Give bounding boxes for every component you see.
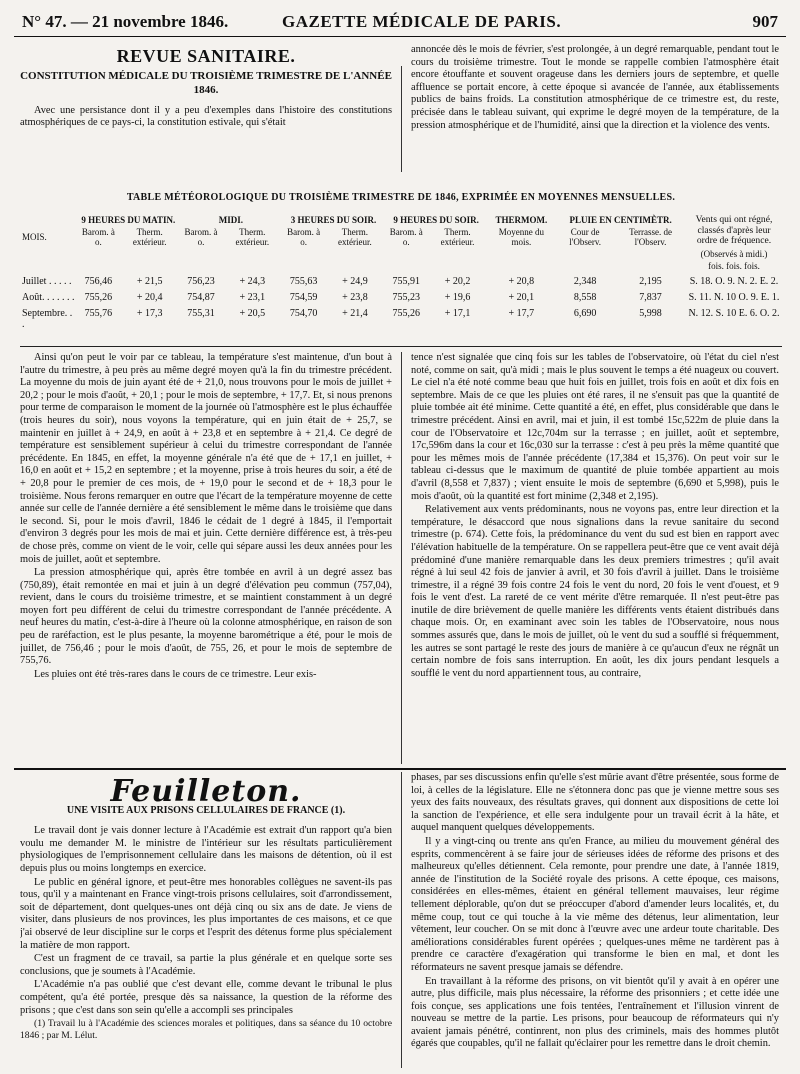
meteo-table-block — [20, 178, 782, 350]
mois-header: MOIS. — [22, 232, 47, 242]
vents-sub: fois. fois. fois. — [708, 261, 760, 271]
paragraph-temperature: Ainsi qu'on peut le voir par ce tableau, la température s'est maintenue, d'un bout à l'autre du trimestre, à peu près au même degré moyen qu'à la fin du trimestre précédent. La moyenne du mois de juin ayant été de + 21,0, nous trouvons pour le mois de juillet + 20,2 ; pour le mois d'août, + 20,1 ; pour le mois de septembre, + 17,7. Et, si nous prenons pour terme de comparaison le moment de la journée où l'atmosphère est le plus échauffée (trois heures du soir), nous voyons la température, qui en juin était de + 25,7, se maintenir en juillet à + 24,9, en août à + 23,8 et en septembre à + 21,4. Ce degré de température est sensiblement supérieur à celui du trimestre correspondant de l'année précédente. En 1845, en effet, la moyenne générale n'a été que de + 17,1 en juillet, + 16,0 en août et + 15,2 en septembre ; et la moyenne, prise à trois heures du soir, a été de + 20,8 pour le premier de ces mois, de + 19,0 pour le second et de + 18,3 pour le troisième. Nous ferons remarquer en outre que l'écart de la température moyenne de cette année sur celle de l'année dernière a été sensiblement le même dans le troisième que dans le second. Si, pour le mois d'avril, 1846 le cédait de 1 degré à 1845, il l'emportait d'environ 3 degrés pour les mois de mai et juin. Cette dernière différence est, à très-peu de chose près, comme on vient de le voir, celle qui sépare aussi les deux années pour les mois de juillet, août et septembre. — [20, 352, 392, 565]
table-row: Juillet . . . . . 756,46 + 21,5 756,23 + 24,3 755,63 + 24,9 755,91 + 20,2 + 20,8 2,348 2,195 S. 18. O. 9. N. 2. E. 2. — [22, 276, 779, 287]
sub-header: Barom. à o. — [81, 227, 115, 247]
sub-header: Therm. extérieur. — [338, 227, 372, 247]
sub-header: Cour de l'Observ. — [569, 227, 602, 247]
feuilleton-paragraph: Le travail dont je vais donner lecture à l'Académie est extrait d'un rapport qu'a bien voulu me demander M. le ministre de l'intérieur sur les résultats particulièrement physiologiques de l'emprisonnement cellulaire dans les maisons de détention, où il est depuis plus ou moins longtemps en exercice. — [20, 825, 392, 874]
feuilleton-paragraph: phases, par ses discussions enfin qu'elle s'est mûrie avant d'être présentée, sous forme de loi, à celles de la législature. Elle ne s'étonnera donc pas que je vienne mettre sous ses yeux des faits nouveaux, des résultats graves, qui donnent aux dispositions de cette loi la sanction de l'expérience, et elle sera indulgente pour un travail écrit à la hâte, et auquel manquent quelques développements. — [411, 772, 779, 834]
issue-number: N° 47. — 21 novembre 1846. — [22, 12, 229, 31]
sub-header: Therm. extérieur. — [235, 227, 270, 247]
vents-note: (Observés à midi.) — [700, 249, 768, 259]
col-group-9h-soir: 9 HEURES DU SOIR. — [393, 215, 479, 225]
col-group-3h-soir: 3 HEURES DU SOIR. — [290, 215, 377, 225]
feuilleton-paragraph: Le public en général ignore, et peut-être mes honorables collègues ne savent-ils pas tous, qu'il y a maintenant en France vingt-trois prisons cellulaires, soit d'arrondissement, soit de département, dont quelques-unes ont déjà cinq ou six ans de date. Je viens de visiter, dans plusieurs de nos provinces, les plus importantes de ces maisons, et ce que j'ai observé de leur discipline sur le corps et l'esprit des détenus forme plus spécialement la matière de mon rapport. — [20, 876, 392, 951]
col-group-thermom: THERMOM. — [495, 215, 548, 225]
revue-intro: Avec une persistance dont il y a peu d'exemples dans l'histoire des constitutions atmosphériques de ce pays-ci, la constitution estivale, qui s'était — [20, 104, 392, 129]
feuilleton-paragraph: Il y a vingt-cinq ou trente ans qu'en France, au milieu du mouvement général des esprits, commencèrent à se faire jour de sérieuses idées de réforme des prisons et des malheureux qu'elles détiennent. Cela remonte, pour prendre une date, à l'année 1819, année de l'institution de la Société royale des prisons. A cette époque, ces maisons, considérées en elles-mêmes, étaient en général tellement mauvaises, leur régime tellement déplorable, qu'on dut se préoccuper d'abord d'amender leurs localités, et, du même coup, tout ce qui touche à la vie même des détenus, leur alimentation, leur vêtement, leur coucher. On se mit donc à l'œuvre avec une ardeur toute charitable. Des améliorations considérables furent opérées ; quelques-unes même ne tardèrent pas à prendre ce caractère d'exagération qui transforme le bien en mal, et dont les réformateurs ne savent presque jamais se défendre. — [411, 835, 779, 973]
paragraph-pluie-suite: tence n'est signalée que cinq fois sur les tables de l'observatoire, où l'état du ciel n'est noté, comme on sait, qu'à midi ; mais le plus souvent le temps a été nuageux ou couvert. Le ciel n'a été noté comme beau que huit fois en juillet, trois fois en août et dix fois en septembre. Mais de ce que les pluies ont été rares, il ne s'ensuit pas que la quantité de pluie tombée ait été minime. Cette quantité a été, en effet, plus considérable que dans le trimestre précédent. Ainsi en avril, mai et juin, il est tombé 15c,522m de pluie dans la cour de l'Observatoire et 12c,704m sur la terrasse ; en juillet, août et septembre, 17c,596m dans la cour et 16c,030 sur la terrasse : c'est à peu près la même quantité que pour les mêmes mois de l'année précédente (17,384 et 15,376). On peut voir sur le tableau ci-dessus que le maximum de quantité de pluie tombée appartient au mois d'avril (8,558 et 7,837) ; vient ensuite le mois de septembre (6,690 et 5,998), puis le mois d'août, où la quantité est fort minime (2,348 et 2,195). — [411, 352, 779, 502]
feuilleton-left-column — [20, 772, 392, 1068]
sub-header: Barom. à o. — [287, 227, 321, 247]
feuilleton-paragraph: En travaillant à la réforme des prisons, on vit bientôt qu'il y avait à en opérer une autre, plus difficile, mais plus nécessaire, la réforme des prisonniers ; et cette idée une fois conçue, ses applications une fois tentées, l'entraînement et l'illusion vinrent de nouveau se mettre de la partie. Les prisons, pour beaucoup de réformateurs qui n'y avaient jamais pénétré, continrent, non plus des criminels, mais des hommes plutôt égarés que coupables, qu'il ne fallait qu'éclairer pour les remettre dans le droit chemin. — [411, 975, 779, 1050]
feuilleton-right-column — [411, 772, 779, 1068]
column-divider-middle — [401, 352, 402, 764]
page-header — [14, 6, 786, 37]
col-group-pluie: PLUIE EN CENTIMÈTR. — [569, 215, 672, 225]
right-body-column — [411, 352, 779, 764]
feuilleton-rule — [14, 768, 786, 770]
journal-title: GAZETTE MÉDICALE DE PARIS. — [282, 12, 562, 31]
col-group-midi: MIDI. — [218, 215, 244, 225]
sub-header: Barom. à o. — [389, 227, 423, 247]
revue-title: REVUE SANITAIRE. — [116, 46, 296, 66]
revue-intro-column — [20, 44, 392, 131]
revue-right-intro-column — [411, 44, 779, 133]
column-divider-bottom — [401, 772, 402, 1068]
revue-right-intro: annoncée dès le mois de février, s'est prolongée, à un degré remarquable, pendant tout le cours du troisième trimestre. Tout le monde se rappelle combien l'atmosphère était encore étouffante et souvent orageuse dans les derniers jours de septembre, et quelle affluence se portait encore, à cette époque si avancée de l'année, aux établissements publics de bains froids. La constitution atmosphérique de ce trimestre est, du reste, précisée dans le tableau suivant, qui exprime le degré moyen de la température, de la pression atmosphérique et de l'humidité, ainsi que la direction et la violence des vents. — [411, 44, 779, 131]
left-body-column — [20, 352, 392, 764]
page-number: 907 — [752, 12, 778, 31]
table-bottom-rule — [20, 346, 782, 347]
sub-header: Moyenne du mois. — [498, 227, 544, 247]
sub-header: Terrasse. de l'Observ. — [629, 227, 672, 247]
revue-subtitle: CONSTITUTION MÉDICALE DU TROISIÈME TRIMESTRE DE L'ANNÉE 1846. — [20, 69, 392, 96]
col-group-vents: Vents qui ont régné, classés d'après leur ordre de fréquence. — [695, 214, 773, 247]
feuilleton-paragraph: C'est un fragment de ce travail, sa partie la plus générale et en quelque sorte ses conclusions, que je soumets à l'Académie. — [20, 953, 392, 977]
col-group-9h-matin: 9 HEURES DU MATIN. — [81, 215, 176, 225]
footnote: (1) Travail lu à l'Académie des sciences morales et politiques, dans sa séance du 10 octobre 1846 ; par M. Lélut. — [20, 1018, 392, 1041]
meteo-table — [20, 214, 782, 331]
feuilleton-title: Feuilleton. — [110, 774, 302, 809]
feuilleton-paragraph: L'Académie n'a pas oublié que c'est devant elle, comme devant le tribunal le plus compétent, qu'a été portée, presque dès sa naissance, la question de la réforme des prisons ; que c'est dans son sein qu'elle a accompli ses principales — [20, 979, 392, 1016]
column-divider-top — [401, 66, 402, 172]
paragraph-pression: La pression atmosphérique qui, après être tombée en avril à un degré assez bas (750,89), était remontée en mai et juin à un degré d'élévation peu commun (757,04), revient, dans le cours du troisième trimestre, et se maintient constamment à un degré moyen fort peu différent de celui du trimestre correspondant de l'année précédente. A neuf heures du matin, c'est-à-dire à l'heure où la colonne atmosphérique, en raison de son peu de raréfaction, est le plus pesante, la moyenne barométrique a été, pour le mois de juillet, de 756,46 ; pour le mois d'août, de 755, 26, et pour le mois de septembre de 755,76. — [20, 567, 392, 667]
sub-header: Barom. à o. — [184, 227, 218, 247]
feuilleton-subtitle: UNE VISITE AUX PRISONS CELLULAIRES DE FRANCE (1). — [66, 804, 346, 816]
paragraph-vents: Relativement aux vents prédominants, nous ne voyons pas, entre leur direction et la température, le désaccord que nous signalions dans la revue sanitaire du second trimestre (p. 674). Cette fois, la prédominance du vent du sud est bien en rapport avec l'élévation habituelle de la température. On se rappellera peut-être que ce vent avait déjà prédominé d'une manière remarquable dans les deux premiers trimestres ; qu'il avait régné à lui seul 42 fois de janvier à avril, et 30 fois d'avril à juillet. Dans le troisième trimestre, il a régné 39 fois contre 24 fois le vent du nord, 20 fois le vent d'ouest, et 9 fois le vent d'est. La rareté de ce vent mérite d'être remarquée. Il n'est peut-être pas inutile de dire brièvement de quelle manière les différents vents étaient distribués dans chaque mois. Or, en examinant avec soin les tables de l'Observatoire, nous nous sommes assurés que, dans le mois de juillet, où le vent du sud a soufflé si fréquemment, les autres se sont partagé le reste des jours de manière à ce qu'aucun d'eux ne régnât un certain nombre de fois sans interruption. En août, les dix jours pendant lesquels a soufflé le vent du nord appartiennent tous, au contraire, — [411, 504, 779, 679]
sub-header: Therm. extérieur. — [132, 227, 167, 247]
meteo-table-title: TABLE MÉTÉOROLOGIQUE DU TROISIÈME TRIMESTRE DE 1846, EXPRIMÉE EN MOYENNES MENSUELLES. — [126, 192, 676, 203]
paragraph-pluies: Les pluies ont été très-rares dans le cours de ce trimestre. Leur exis- — [34, 668, 317, 680]
table-row: Août. . . . . . . 755,26 + 20,4 754,87 + 23,1 754,59 + 23,8 755,23 + 19,6 + 20,1 8,558 7,837 S. 11. N. 10 O. 9. E. 1. — [22, 292, 780, 303]
sub-header: Therm. extérieur. — [440, 227, 475, 247]
table-row: Septembre. . . 755,76 + 17,3 755,31 + 20,5 754,70 + 21,4 755,26 + 17,1 + 17,7 6,690 5,998 N. 12. S. 10 E. 6. O. 2. — [22, 308, 780, 330]
